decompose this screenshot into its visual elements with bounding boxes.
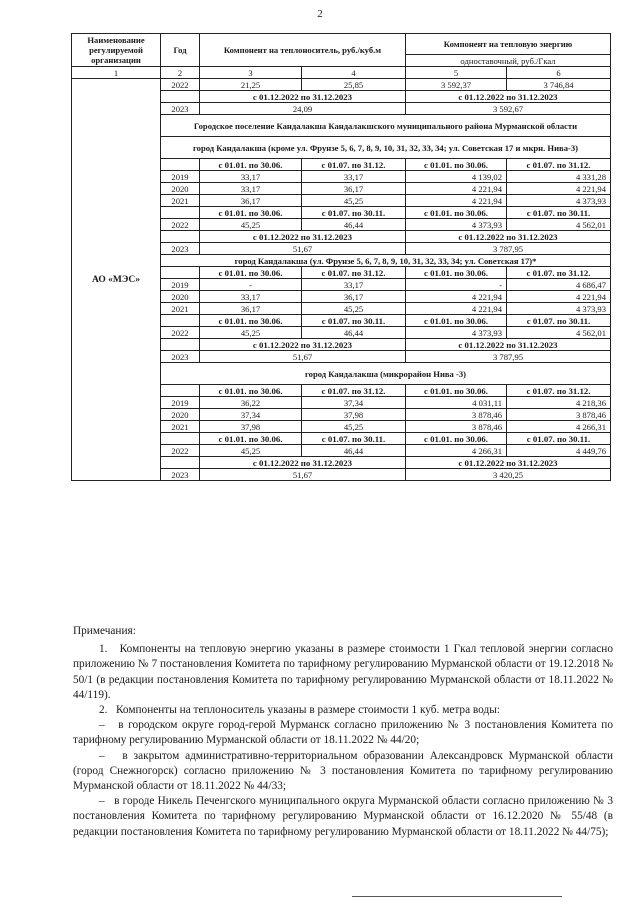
col-num: 4 [302, 67, 406, 79]
value-cell: 51,67 [200, 243, 406, 255]
year-cell: 2020 [161, 291, 200, 303]
col-num: 3 [200, 67, 302, 79]
value-cell: 36,22 [200, 397, 302, 409]
year-cell: 2021 [161, 195, 200, 207]
value-cell: 37,98 [302, 409, 406, 421]
year-cell [161, 433, 200, 445]
value-cell: - [406, 279, 507, 291]
value-cell: 36,17 [200, 195, 302, 207]
value-cell: 4 221,94 [406, 195, 507, 207]
year-cell: 2022 [161, 327, 200, 339]
value-cell: 36,17 [302, 291, 406, 303]
year-cell [161, 207, 200, 219]
value-cell: 4 221,94 [507, 183, 611, 195]
footer-rule [352, 896, 562, 897]
section-title: город Кандалакша (микрорайон Нива -3) [161, 363, 611, 385]
period-header: с 01.07. по 31.12. [302, 159, 406, 171]
value-cell: 37,98 [200, 421, 302, 433]
period-carrier: с 01.12.2022 по 31.12.2023 [200, 457, 406, 469]
value-cell: 45,25 [302, 195, 406, 207]
year-cell [161, 91, 200, 103]
value-cell: 37,34 [302, 397, 406, 409]
org-name: АО «МЭС» [72, 79, 161, 481]
value-cell: 4 221,94 [406, 183, 507, 195]
year-cell [161, 385, 200, 397]
year-cell: 2023 [161, 469, 200, 481]
value-cell: 24,09 [200, 103, 406, 115]
period-carrier: с 01.12.2022 по 31.12.2023 [200, 231, 406, 243]
value-cell: 4 373,93 [406, 219, 507, 231]
value-cell: 25,85 [302, 79, 406, 91]
value-cell: 4 449,76 [507, 445, 611, 457]
period-header: с 01.07. по 30.11. [302, 433, 406, 445]
year-cell: 2021 [161, 421, 200, 433]
value-cell: 46,44 [302, 327, 406, 339]
year-cell: 2019 [161, 279, 200, 291]
value-cell: 3 592,37 [406, 79, 507, 91]
period-header: с 01.07. по 31.12. [302, 267, 406, 279]
value-cell: 4 373,93 [507, 303, 611, 315]
period-header: с 01.01. по 30.06. [200, 315, 302, 327]
value-cell: 4 562,01 [507, 327, 611, 339]
col-num: 2 [161, 67, 200, 79]
tariff-table [71, 33, 611, 481]
year-cell: 2019 [161, 171, 200, 183]
header-org: Наименование регулируемой организации [72, 34, 161, 67]
period-header: с 01.07. по 30.11. [302, 207, 406, 219]
table-row [72, 79, 611, 91]
period-header: с 01.01. по 30.06. [406, 267, 507, 279]
value-cell: 46,44 [302, 445, 406, 457]
col-num: 1 [72, 67, 161, 79]
value-cell: 4 218,36 [507, 397, 611, 409]
section-title: город Кандалакша (ул. Фрунзе 5, 6, 7, 8, 9, 10, 31, 32, 33, 34; ул. Советская 17)* [161, 255, 611, 267]
notes [73, 624, 613, 840]
value-cell: 4 031,11 [406, 397, 507, 409]
value-cell: 4 686,47 [507, 279, 611, 291]
settlement-title: Городское поселение Кандалакша Кандалакшского муниципального района Мурманской области [161, 115, 611, 137]
year-cell [161, 339, 200, 351]
note-2-item: – в городе Никель Печенгского муниципального округа Мурманской области согласно приложению № 3 постановления Комитета по тарифному регулированию Мурманской области от 16.12.2020 № 55/48 (в редакции постановления Комитета по тарифному регулированию Мурманской области от 18.11.2022 № 44/75); [73, 795, 613, 838]
value-cell: 45,25 [302, 421, 406, 433]
year-cell: 2023 [161, 103, 200, 115]
header-row [72, 34, 611, 55]
period-header: с 01.07. по 31.12. [507, 267, 611, 279]
value-cell: 45,25 [200, 445, 302, 457]
value-cell: 36,17 [200, 303, 302, 315]
year-cell [161, 315, 200, 327]
period-energy: с 01.12.2022 по 31.12.2023 [406, 339, 611, 351]
value-cell: 21,25 [200, 79, 302, 91]
value-cell: 3 878,46 [507, 409, 611, 421]
period-energy: с 01.12.2022 по 31.12.2023 [406, 231, 611, 243]
value-cell: 33,17 [200, 291, 302, 303]
notes-heading: Примечания: [73, 625, 136, 637]
year-cell: 2023 [161, 243, 200, 255]
value-cell: 4 221,94 [507, 291, 611, 303]
value-cell: 3 592,67 [406, 103, 611, 115]
period-carrier: с 01.12.2022 по 31.12.2023 [200, 91, 406, 103]
value-cell: 45,25 [302, 303, 406, 315]
period-header: с 01.07. по 30.11. [507, 433, 611, 445]
year-cell: 2023 [161, 351, 200, 363]
period-header: с 01.07. по 30.11. [507, 207, 611, 219]
period-header: с 01.01. по 30.06. [200, 267, 302, 279]
note-2: 2. Компоненты на теплоноситель указаны в размере стоимости 1 куб. метра воды: [99, 704, 500, 717]
period-header: с 01.01. по 30.06. [200, 433, 302, 445]
period-header: с 01.01. по 30.06. [406, 385, 507, 397]
year-cell: 2022 [161, 219, 200, 231]
tariff-table-body [72, 34, 611, 481]
note-2-item: – в закрытом административно-территориальном образовании Александровск Мурманской области (город Снежногорск) согласно приложению № 3 постановления Комитета по тарифному регулированию Мурманской области от 18.11.2022 № 44/33; [73, 749, 613, 793]
value-cell: 3 420,25 [406, 469, 611, 481]
value-cell: 51,67 [200, 469, 406, 481]
value-cell: 4 221,94 [406, 303, 507, 315]
year-cell: 2019 [161, 397, 200, 409]
period-header: с 01.07. по 30.11. [302, 315, 406, 327]
value-cell: 4 562,01 [507, 219, 611, 231]
note-2-item: – в городском округе город-герой Мурманск согласно приложению № 3 постановления Комитета по тарифному регулированию Мурманской области от 18.11.2022 № 44/20; [73, 719, 613, 747]
header-carrier: Компонент на теплоноситель, руб./куб.м [200, 34, 406, 67]
period-energy: с 01.12.2022 по 31.12.2023 [406, 457, 611, 469]
col-num: 6 [507, 67, 611, 79]
year-cell: 2020 [161, 183, 200, 195]
period-header: с 01.07. по 31.12. [507, 385, 611, 397]
value-cell: 4 266,31 [406, 445, 507, 457]
note-1: 1. Компоненты на тепловую энергию указаны в размере стоимости 1 Гкал тепловой энергии согласно приложению № 7 постановления Комитета по тарифному регулированию Мурманской области от 19.12.2018 № 50/1 (в редакции постановления Комитета по тарифному регулированию Мурманской области от 18.11.2022 № 44/119). [73, 643, 613, 701]
period-header: с 01.01. по 30.06. [200, 385, 302, 397]
year-cell: 2022 [161, 79, 200, 91]
year-cell [161, 159, 200, 171]
header-year: Год [161, 34, 200, 67]
value-cell: 45,25 [200, 327, 302, 339]
period-header: с 01.01. по 30.06. [200, 207, 302, 219]
year-cell: 2022 [161, 445, 200, 457]
value-cell: 3 787,95 [406, 351, 611, 363]
period-header: с 01.01. по 30.06. [406, 315, 507, 327]
value-cell: 51,67 [200, 351, 406, 363]
page-number: 2 [317, 8, 323, 20]
value-cell: 33,17 [302, 171, 406, 183]
value-cell: 4 331,28 [507, 171, 611, 183]
value-cell: 37,34 [200, 409, 302, 421]
value-cell: 3 878,46 [406, 421, 507, 433]
value-cell: 4 266,31 [507, 421, 611, 433]
header-energy: Компонент на тепловую энергию [406, 34, 611, 55]
period-header: с 01.07. по 30.11. [507, 315, 611, 327]
value-cell: 33,17 [200, 183, 302, 195]
value-cell: 4 221,94 [406, 291, 507, 303]
year-cell: 2020 [161, 409, 200, 421]
column-number-row [72, 67, 611, 79]
value-cell: 33,17 [200, 171, 302, 183]
year-cell [161, 457, 200, 469]
period-header: с 01.01. по 30.06. [406, 433, 507, 445]
period-carrier: с 01.12.2022 по 31.12.2023 [200, 339, 406, 351]
period-header: с 01.01. по 30.06. [406, 207, 507, 219]
value-cell: 4 373,93 [406, 327, 507, 339]
period-energy: с 01.12.2022 по 31.12.2023 [406, 91, 611, 103]
value-cell: 36,17 [302, 183, 406, 195]
col-num: 5 [406, 67, 507, 79]
section-title: город Кандалакша (кроме ул. Фрунзе 5, 6, 7, 8, 9, 10, 31, 32, 33, 34; ул. Советская 17 и мкрн. Нива-3) [161, 137, 611, 159]
period-header: с 01.01. по 30.06. [200, 159, 302, 171]
value-cell: 3 787,95 [406, 243, 611, 255]
period-header: с 01.07. по 31.12. [302, 385, 406, 397]
value-cell: 33,17 [302, 279, 406, 291]
value-cell: 45,25 [200, 219, 302, 231]
value-cell: 4 139,02 [406, 171, 507, 183]
header-energy-sub: одноставочный, руб./Гкал [406, 55, 611, 67]
year-cell: 2021 [161, 303, 200, 315]
year-cell [161, 231, 200, 243]
value-cell: 3 746,84 [507, 79, 611, 91]
period-header: с 01.01. по 30.06. [406, 159, 507, 171]
period-header: с 01.07. по 31.12. [507, 159, 611, 171]
value-cell: 46,44 [302, 219, 406, 231]
value-cell: 4 373,93 [507, 195, 611, 207]
year-cell [161, 267, 200, 279]
value-cell: 3 878,46 [406, 409, 507, 421]
value-cell: - [200, 279, 302, 291]
